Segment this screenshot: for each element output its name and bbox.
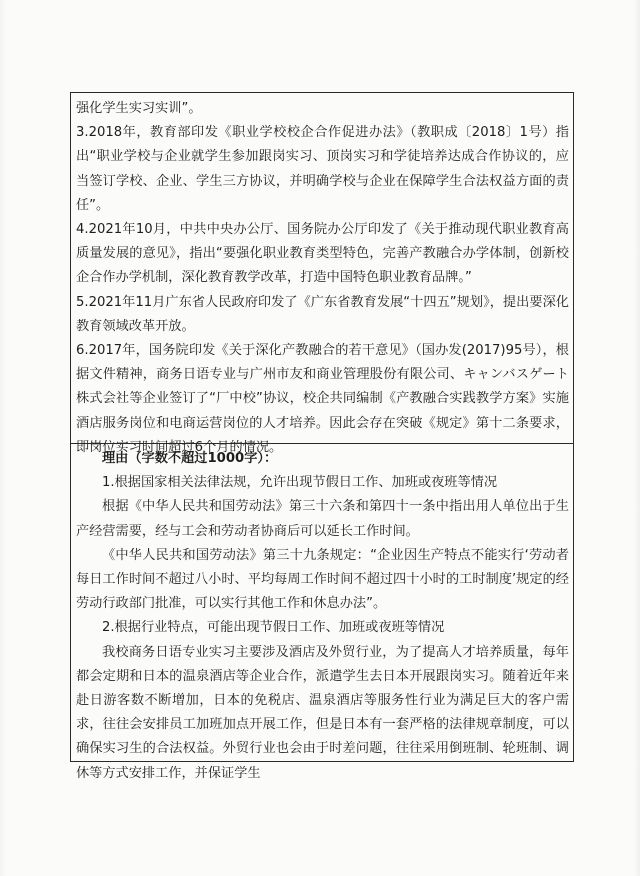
paragraph: 《中华人民共和国劳动法》第三十九条规定：“企业因生产特点不能实行‘劳动者每日工作时间不超过八小时、平均每周工作时间不超过四十小时的工时制度’规定的经劳动行政部门批准，可以实行其他工作和休息办法”。: [76, 547, 569, 612]
paragraph: 我校商务日语专业实习主要涉及酒店及外贸行业，为了提高人才培养质量，每年都会定期和日本的温泉酒店等企业合作，派遣学生去日本开展跟岗实习。随着近年来赴日游客数不断增加，日本的免税店、温泉酒店等服务性行业为满足巨大的客户需求，往往会安排员工加班加点开展工作，但是日本有一套严格的法律规章制度，可以确保实习生的合法权益。外贸行业也会由于时差问题，往往采用倒班制、轮班制、调休等方式安排工作，并保证学生: [76, 644, 569, 781]
policy-basis-cell: [76, 97, 569, 460]
paragraph: 5.2021年11月广东省人民政府印发了《广东省教育发展“十四五”规划》，提出要深化教育领域改革开放。: [76, 294, 569, 334]
paragraph: 强化学生实习实训”。: [76, 101, 202, 116]
paragraph: 2.根据行业特点，可能出现节假日工作、加班或夜班等情况: [102, 620, 445, 636]
table-row-divider: [71, 443, 573, 444]
paragraph: 根据《中华人民共和国劳动法》第三十六条和第四十一条中指出用人单位出于生产经营需要，经与工会和劳动者协商后可以延长工作时间。: [76, 499, 569, 539]
reason-cell: [76, 447, 569, 786]
reason-heading: 理由（字数不超过1000字）：: [102, 451, 278, 466]
form-table: [70, 92, 574, 781]
paragraph: 3.2018年，教育部印发《职业学校校企合作促进办法》（教职成〔2018〕1号）指出“职业学校与企业就学生参加跟岗实习、顶岗实习和学徒培养达成合作协议的，应当签订学校、企业、学生三方协议，并明确学校与企业在保障学生合法权益方面的责任”。: [76, 125, 569, 213]
paragraph: 1.根据国家相关法律法规，允许出现节假日工作、加班或夜班等情况: [102, 475, 498, 491]
paragraph: 6.2017年，国务院印发《关于深化产教融合的若干意见》（国办发(2017)95号），根据文件精神，商务日语专业与广州市友和商业管理股份有限公司、キャンバスゲート株式会社等企业签订了“厂中校”协议，校企共同编制《产教融合实践教学方案》实施酒店服务岗位和电商运营岗位的人才培养。因此会存在突破《规定》第十二条要求，即岗位实习时间超过6个月的情况。: [76, 343, 569, 455]
paragraph: 4.2021年10月，中共中央办公厅、国务院办公厅印发了《关于推动现代职业教育高质量发展的意见》，指出“要强化职业教育类型特色，完善产教融合办学体制，创新校企合作办学机制，深化教育教学改革，打造中国特色职业教育品牌。”: [76, 222, 569, 286]
